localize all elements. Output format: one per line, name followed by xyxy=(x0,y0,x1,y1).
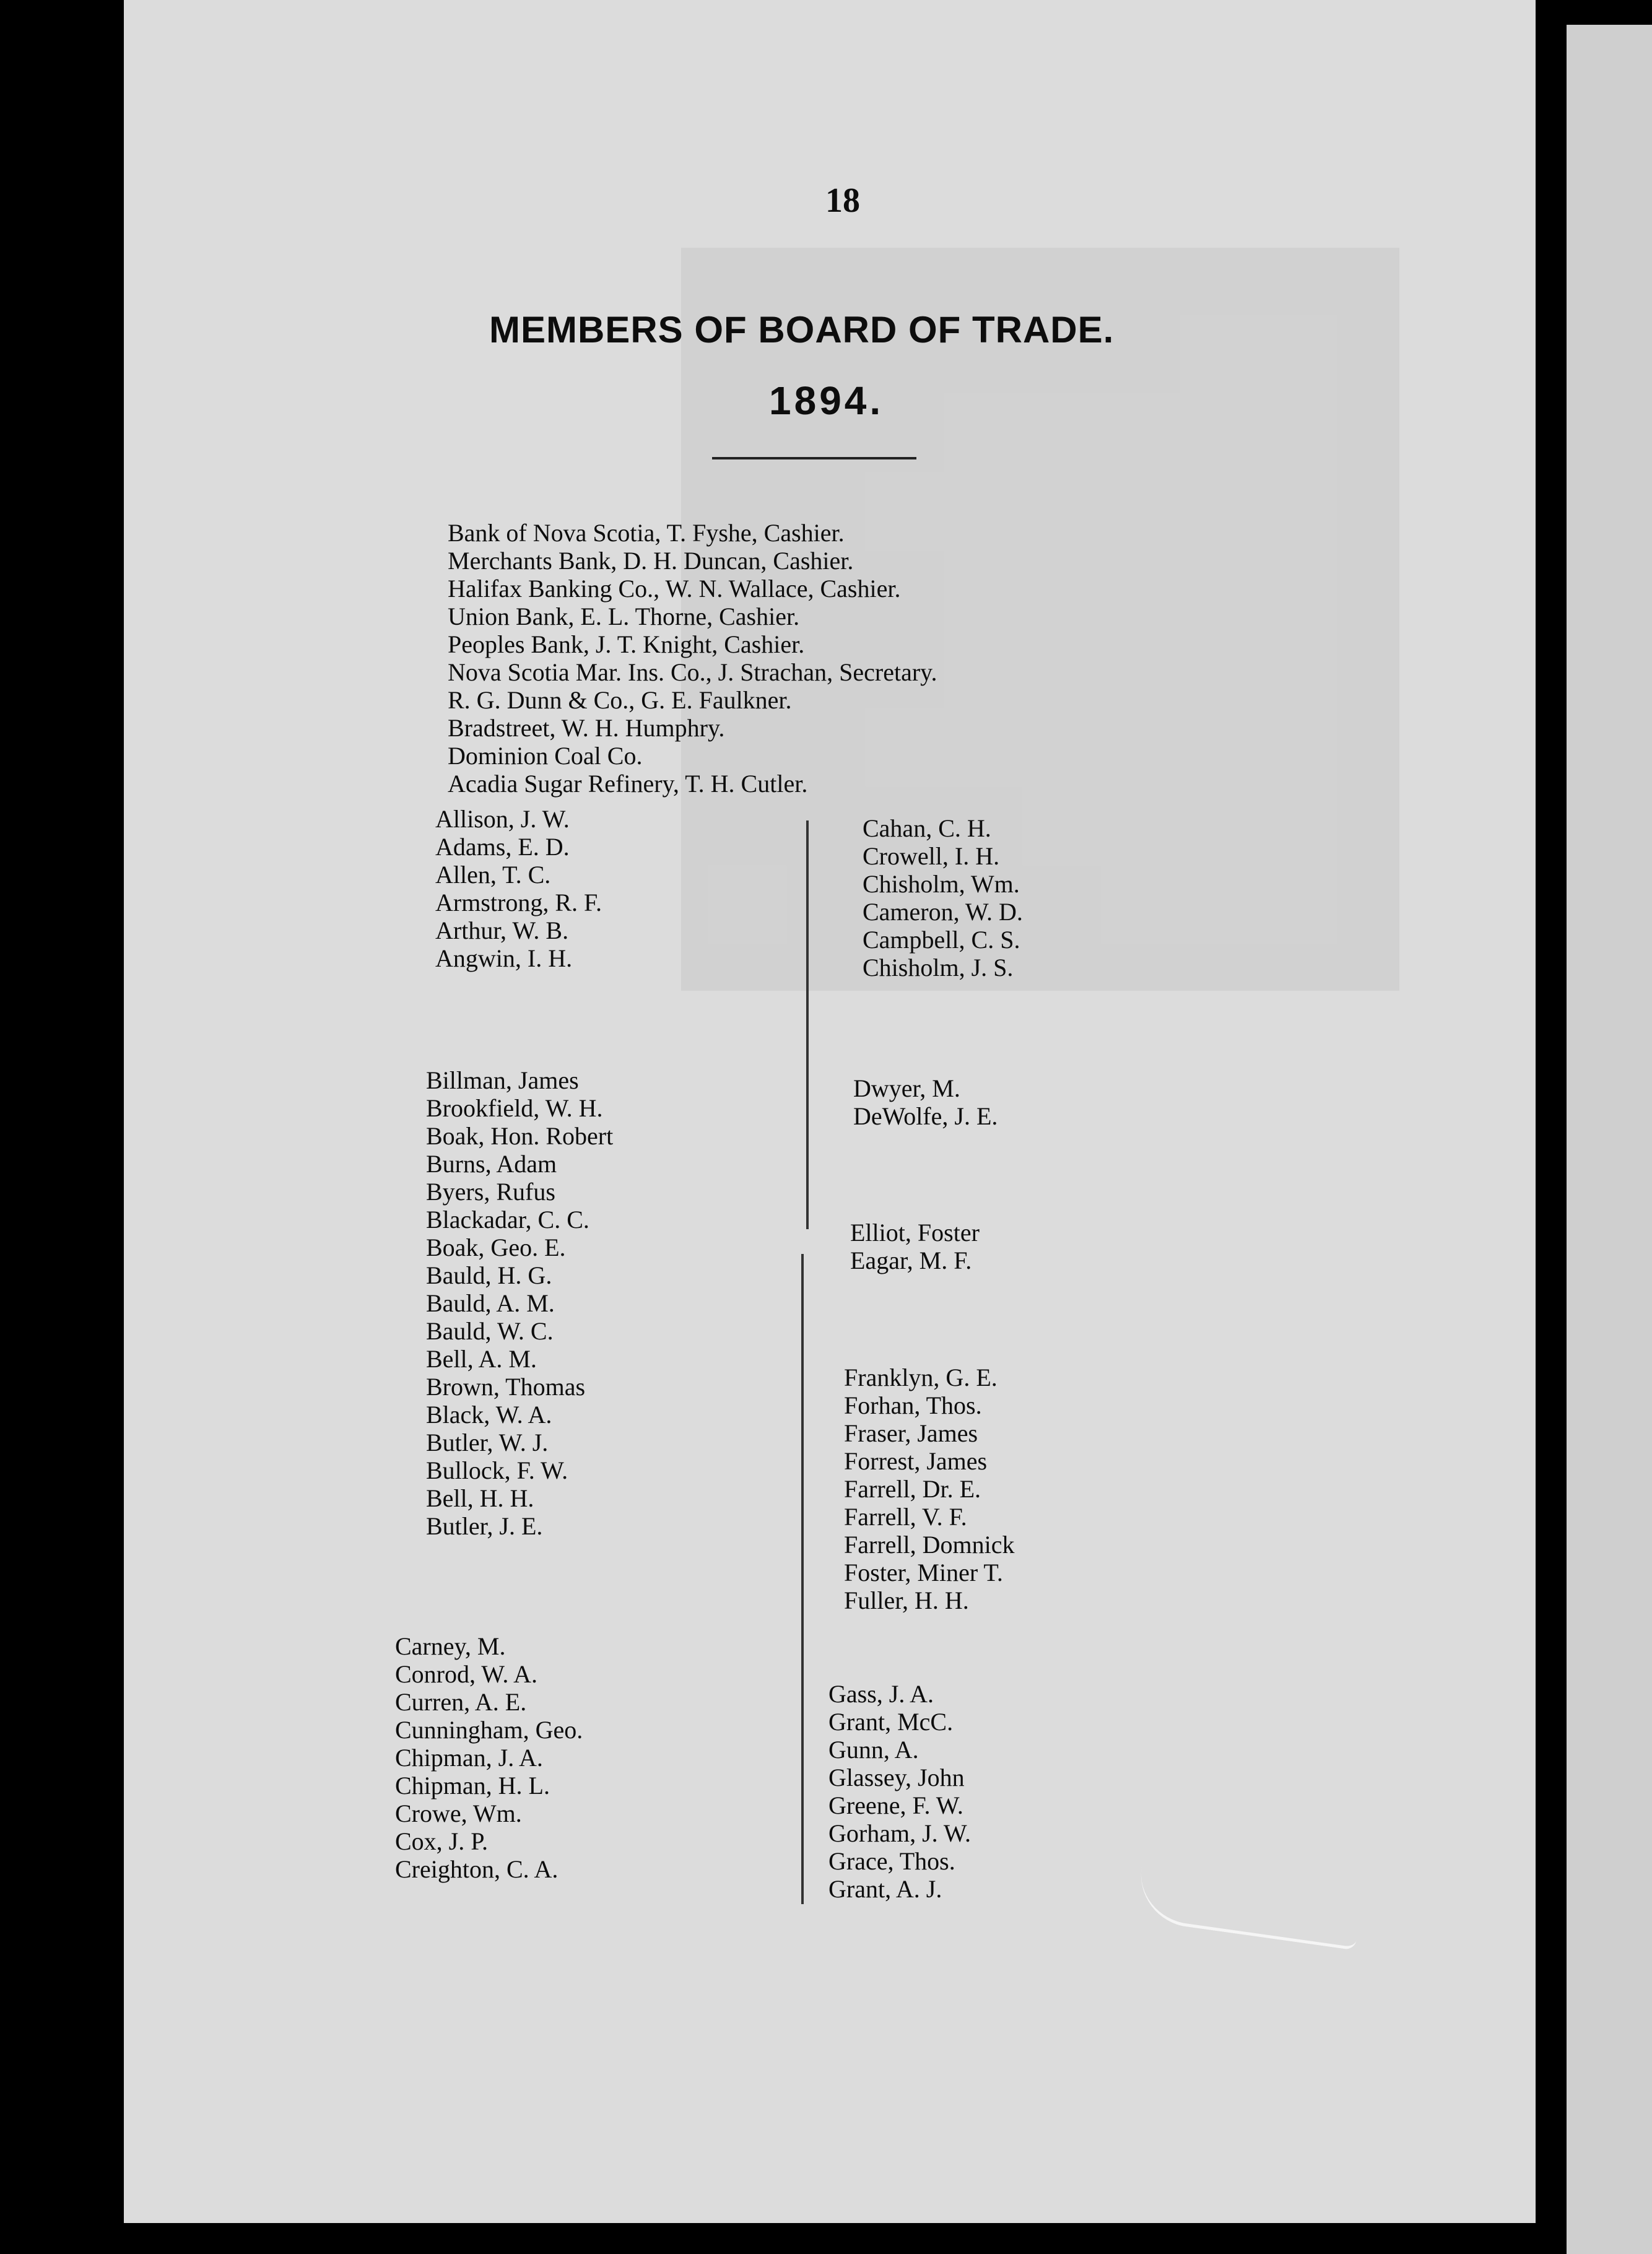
list-item: Foster, Miner T. xyxy=(844,1559,1003,1586)
list-item: Bauld, H. G. xyxy=(426,1261,552,1289)
list-item: Cameron, W. D. xyxy=(863,898,1023,926)
list-item: Butler, W. J. xyxy=(426,1429,549,1456)
list-item: Cahan, C. H. xyxy=(863,814,991,842)
members-group-d xyxy=(853,1074,998,1130)
list-item: Halifax Banking Co., W. N. Wallace, Cashier. xyxy=(448,575,901,603)
list-item: Union Bank, E. L. Thorne, Cashier. xyxy=(448,603,800,630)
list-item: Adams, E. D. xyxy=(435,833,570,861)
list-item: Grant, A. J. xyxy=(828,1875,942,1903)
list-item: Conrod, W. A. xyxy=(395,1660,538,1688)
list-item: Fuller, H. H. xyxy=(844,1586,969,1614)
list-item: Blackadar, C. C. xyxy=(426,1206,589,1234)
list-item: Burns, Adam xyxy=(426,1150,557,1178)
list-item: Cox, J. P. xyxy=(395,1827,489,1855)
list-item: R. G. Dunn & Co., G. E. Faulkner. xyxy=(448,686,792,714)
list-item: Arthur, W. B. xyxy=(435,916,569,944)
list-item: Forrest, James xyxy=(844,1447,988,1475)
members-group-a xyxy=(435,805,602,972)
adjacent-page-edge xyxy=(1567,25,1652,2254)
list-item: Farrell, Domnick xyxy=(844,1531,1015,1559)
page-year: 1894. xyxy=(769,378,884,423)
list-item: Fraser, James xyxy=(844,1419,978,1447)
list-item: Bullock, F. W. xyxy=(426,1456,568,1484)
list-item: Nova Scotia Mar. Ins. Co., J. Strachan, Secretary. xyxy=(448,658,937,686)
list-item: Peoples Bank, J. T. Knight, Cashier. xyxy=(448,630,805,658)
list-item: Allen, T. C. xyxy=(435,861,551,889)
list-item: Franklyn, G. E. xyxy=(844,1364,998,1391)
list-item: Chipman, H. L. xyxy=(395,1772,550,1799)
list-item: Carney, M. xyxy=(395,1632,506,1660)
list-item: Black, W. A. xyxy=(426,1401,552,1429)
page-number: 18 xyxy=(825,181,860,220)
list-item: Angwin, I. H. xyxy=(435,944,573,972)
list-item: Billman, James xyxy=(426,1066,579,1094)
list-item: Butler, J. E. xyxy=(426,1512,543,1540)
list-item: Crowe, Wm. xyxy=(395,1799,522,1827)
list-item: Eagar, M. F. xyxy=(850,1247,972,1274)
list-item: Brown, Thomas xyxy=(426,1373,586,1401)
list-item: Chipman, J. A. xyxy=(395,1744,543,1772)
members-group-c-left xyxy=(395,1632,583,1883)
list-item: Farrell, Dr. E. xyxy=(844,1475,981,1503)
list-item: Elliot, Foster xyxy=(850,1219,980,1247)
list-item: Grace, Thos. xyxy=(828,1847,955,1875)
list-item: Bauld, A. M. xyxy=(426,1289,555,1317)
list-item: Forhan, Thos. xyxy=(844,1391,982,1419)
list-item: Crowell, I. H. xyxy=(863,842,1000,870)
column-divider xyxy=(806,820,809,1229)
list-item: Acadia Sugar Refinery, T. H. Cutler. xyxy=(448,770,808,798)
list-item: Brookfield, W. H. xyxy=(426,1094,603,1122)
list-item: Boak, Geo. E. xyxy=(426,1234,566,1261)
list-item: Campbell, C. S. xyxy=(863,926,1020,954)
firm-members-list xyxy=(448,519,937,798)
members-group-e xyxy=(850,1219,980,1274)
list-item: Curren, A. E. xyxy=(395,1688,527,1716)
title-rule xyxy=(712,457,916,459)
list-item: Chisholm, J. S. xyxy=(863,954,1014,981)
page-title: MEMBERS OF BOARD OF TRADE. xyxy=(489,309,1115,350)
list-item: Glassey, John xyxy=(828,1764,965,1791)
list-item: Bauld, W. C. xyxy=(426,1317,554,1345)
list-item: DeWolfe, J. E. xyxy=(853,1102,998,1130)
list-item: Bell, A. M. xyxy=(426,1345,537,1373)
column-divider xyxy=(801,1254,804,1904)
list-item: Gass, J. A. xyxy=(828,1680,934,1708)
list-item: Dwyer, M. xyxy=(853,1074,960,1102)
list-item: Merchants Bank, D. H. Duncan, Cashier. xyxy=(448,547,854,575)
list-item: Gorham, J. W. xyxy=(828,1819,971,1847)
members-group-f xyxy=(844,1364,1015,1614)
book-spine xyxy=(1536,0,1567,2254)
list-item: Farrell, V. F. xyxy=(844,1503,967,1531)
list-item: Armstrong, R. F. xyxy=(435,889,602,916)
members-group-g xyxy=(828,1680,971,1903)
list-item: Boak, Hon. Robert xyxy=(426,1122,614,1150)
list-item: Bell, H. H. xyxy=(426,1484,534,1512)
list-item: Cunningham, Geo. xyxy=(395,1716,583,1744)
members-group-b xyxy=(426,1066,613,1540)
members-group-c-right xyxy=(863,814,1023,981)
list-item: Grant, McC. xyxy=(828,1708,954,1736)
list-item: Gunn, A. xyxy=(828,1736,919,1764)
list-item: Bradstreet, W. H. Humphry. xyxy=(448,714,725,742)
list-item: Dominion Coal Co. xyxy=(448,742,643,770)
list-item: Creighton, C. A. xyxy=(395,1855,559,1883)
list-item: Chisholm, Wm. xyxy=(863,870,1020,898)
list-item: Byers, Rufus xyxy=(426,1178,555,1206)
list-item: Bank of Nova Scotia, T. Fyshe, Cashier. xyxy=(448,519,845,547)
list-item: Greene, F. W. xyxy=(828,1791,963,1819)
list-item: Allison, J. W. xyxy=(435,805,570,833)
